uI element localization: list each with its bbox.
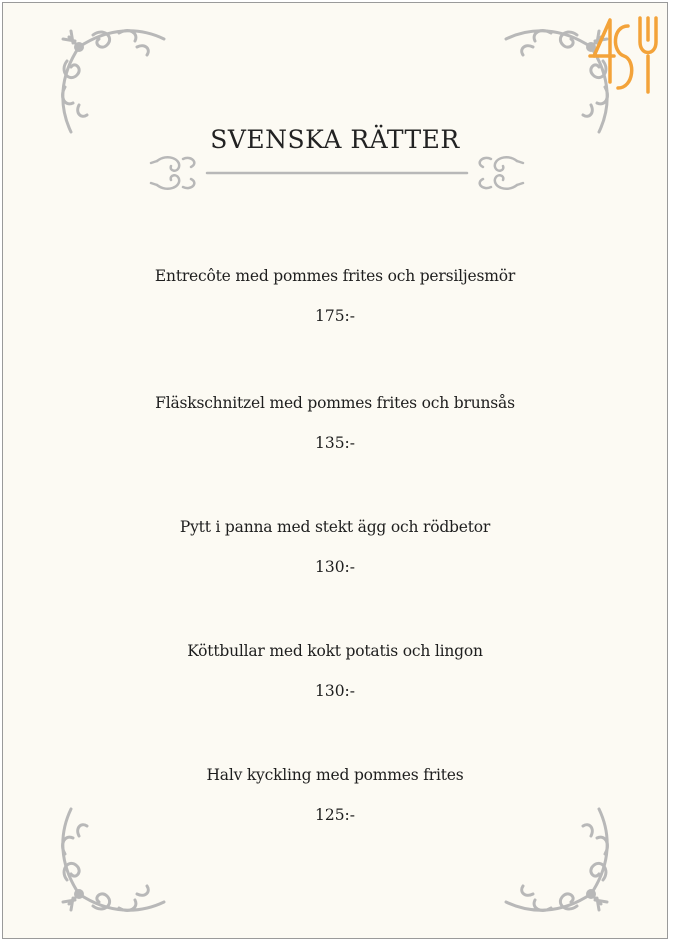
corner-ornament-top-left-icon (49, 17, 169, 137)
dish-name: Entrecôte med pommes frites och persiljesmör (154, 267, 516, 285)
menu-title: SVENSKA RÄTTER (210, 125, 460, 154)
dish-price: 130:- (314, 682, 356, 700)
menu-item (3, 267, 667, 325)
dish-price: 125:- (314, 806, 356, 824)
dish-name: Pytt i panna med stekt ägg och rödbetor (179, 518, 491, 536)
dish-price: 135:- (314, 434, 356, 452)
menu-item (3, 766, 667, 824)
dish-price: 175:- (314, 307, 356, 325)
dish-name: Köttbullar med kokt potatis och lingon (187, 642, 483, 660)
dish-price: 130:- (314, 558, 356, 576)
fork-knife-logo-icon (588, 12, 662, 96)
menu-item (3, 642, 667, 700)
dish-name: Fläskschnitzel med pommes frites och brunsås (155, 394, 515, 412)
menu-item (3, 394, 667, 452)
dish-name: Halv kyckling med pommes frites (206, 766, 464, 784)
menu-page (2, 2, 668, 939)
menu-item (3, 518, 667, 576)
scroll-divider-icon (147, 149, 527, 197)
